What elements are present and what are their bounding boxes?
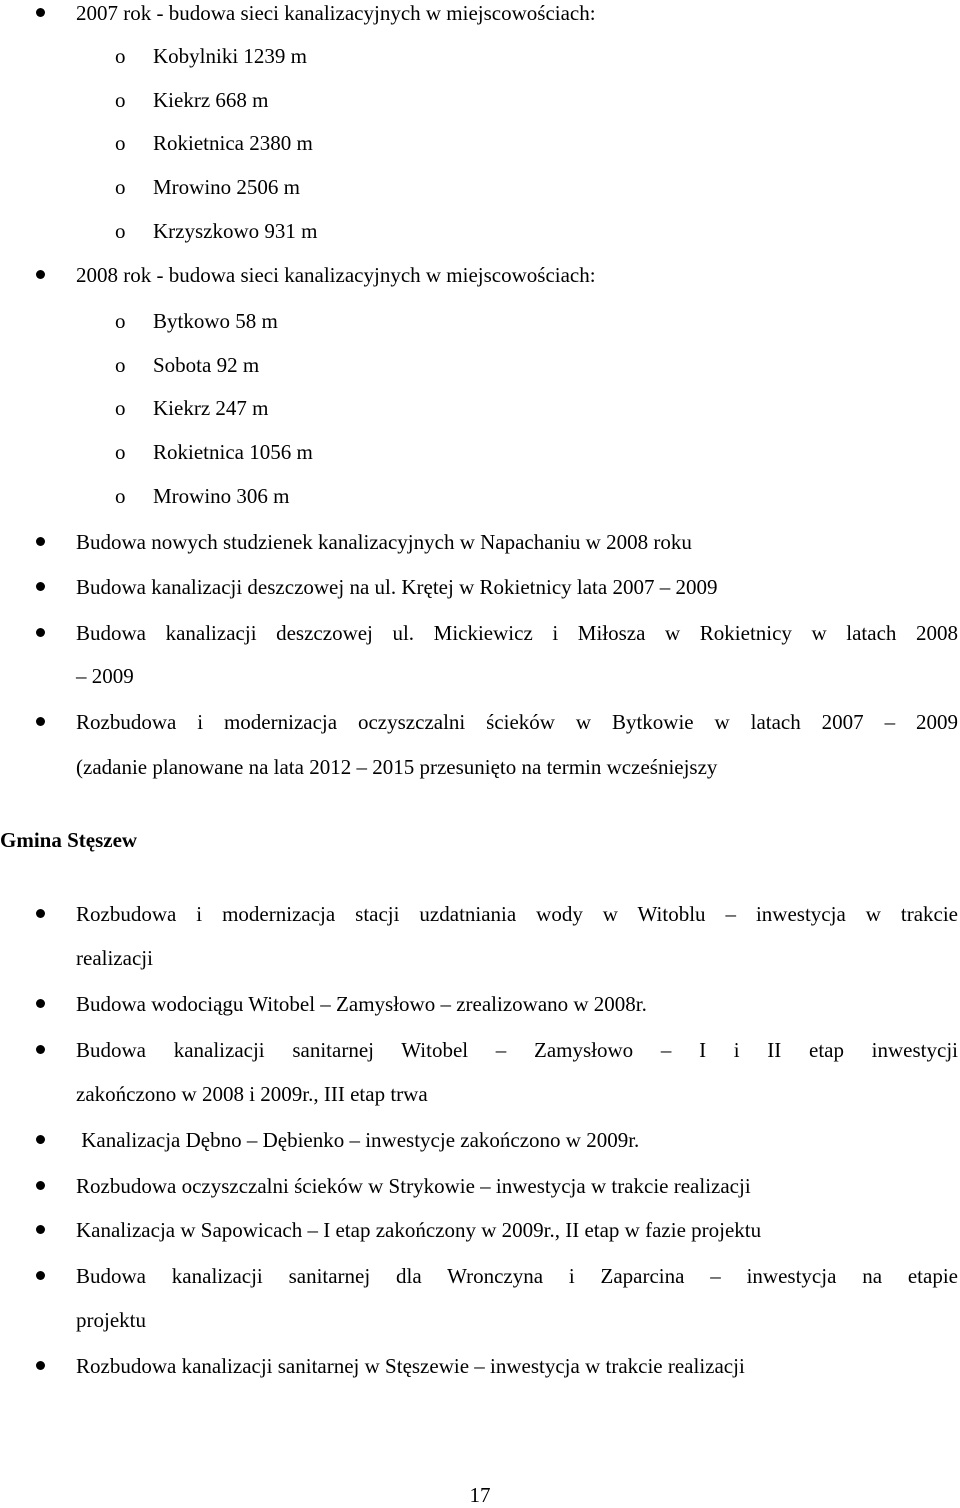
list-item: Budowa nowych studzienek kanalizacyjnych w Napachaniu w 2008 roku	[76, 530, 692, 554]
bullet-dot	[36, 8, 45, 17]
bullet-dot	[36, 270, 45, 279]
list-item: Budowa kanalizacji sanitarnej dla Wronczyna i Zaparcina – inwestycja na etapie	[76, 1264, 958, 1288]
list-item: Rozbudowa kanalizacji sanitarnej w Stęszewie – inwestycja w trakcie realizacji	[76, 1354, 745, 1378]
section-2008-title: 2008 rok - budowa sieci kanalizacyjnych w miejscowościach:	[76, 263, 596, 287]
bullet-dot	[36, 1135, 45, 1144]
list-item: Rozbudowa i modernizacja oczyszczalni ścieków w Bytkowie w latach 2007 – 2009	[76, 710, 958, 734]
list-item: Kanalizacja w Sapowicach – I etap zakończony w 2009r., II etap w fazie projektu	[76, 1218, 762, 1242]
bullet-dot	[36, 1045, 45, 1054]
bullet-dot	[36, 628, 45, 637]
sub-bullet-icon: o	[115, 131, 126, 155]
bullet-dot	[36, 999, 45, 1008]
list-item: Kiekrz 668 m	[153, 88, 269, 112]
list-item: Krzyszkowo 931 m	[153, 219, 318, 243]
list-item: Kiekrz 247 m	[153, 396, 269, 420]
bullet-dot	[36, 1361, 45, 1370]
list-item: Rozbudowa oczyszczalni ścieków w Strykowie – inwestycja w trakcie realizacji	[76, 1174, 751, 1198]
list-item: Budowa kanalizacji deszczowej ul. Mickiewicz i Miłosza w Rokietnicy w latach 2008	[76, 621, 958, 645]
sub-bullet-icon: o	[115, 440, 126, 464]
list-item: Mrowino 306 m	[153, 484, 290, 508]
sub-bullet-icon: o	[115, 396, 126, 420]
bullet-dot	[36, 1225, 45, 1234]
list-item: Rokietnica 2380 m	[153, 131, 313, 155]
list-item-continuation: – 2009	[76, 664, 134, 688]
sub-bullet-icon: o	[115, 309, 126, 333]
sub-bullet-icon: o	[115, 88, 126, 112]
section-heading: Gmina Stęszew	[0, 828, 138, 852]
list-item: Sobota 92 m	[153, 353, 260, 377]
list-item: Mrowino 2506 m	[153, 175, 300, 199]
list-item-continuation: zakończono w 2008 i 2009r., III etap trwa	[76, 1082, 428, 1106]
page-number: 17	[469, 1483, 491, 1507]
list-item: Kanalizacja Dębno – Dębienko – inwestycje zakończono w 2009r.	[76, 1128, 640, 1152]
bullet-dot	[36, 1271, 45, 1280]
list-item: Rokietnica 1056 m	[153, 440, 313, 464]
sub-bullet-icon: o	[115, 219, 126, 243]
list-item-continuation: (zadanie planowane na lata 2012 – 2015 przesunięto na termin wcześniejszy	[76, 755, 718, 779]
bullet-dot	[36, 1181, 45, 1190]
section-2007-title: 2007 rok - budowa sieci kanalizacyjnych w miejscowościach:	[76, 1, 596, 25]
list-item: Rozbudowa i modernizacja stacji uzdatniania wody w Witoblu – inwestycja w trakcie	[76, 902, 958, 926]
list-item: Budowa wodociągu Witobel – Zamysłowo – zrealizowano w 2008r.	[76, 992, 647, 1016]
list-item-continuation: projektu	[76, 1308, 146, 1332]
bullet-dot	[36, 582, 45, 591]
sub-bullet-icon: o	[115, 175, 126, 199]
list-item-continuation: realizacji	[76, 946, 153, 970]
sub-bullet-icon: o	[115, 353, 126, 377]
sub-bullet-icon: o	[115, 484, 126, 508]
list-item: Budowa kanalizacji sanitarnej Witobel – Zamysłowo – I i II etap inwestycji	[76, 1038, 958, 1062]
bullet-dot	[36, 909, 45, 918]
list-item: Bytkowo 58 m	[153, 309, 278, 333]
sub-bullet-icon: o	[115, 44, 126, 68]
bullet-dot	[36, 537, 45, 546]
list-item: Kobylniki 1239 m	[153, 44, 308, 68]
list-item: Budowa kanalizacji deszczowej na ul. Krętej w Rokietnicy lata 2007 – 2009	[76, 575, 718, 599]
bullet-dot	[36, 717, 45, 726]
